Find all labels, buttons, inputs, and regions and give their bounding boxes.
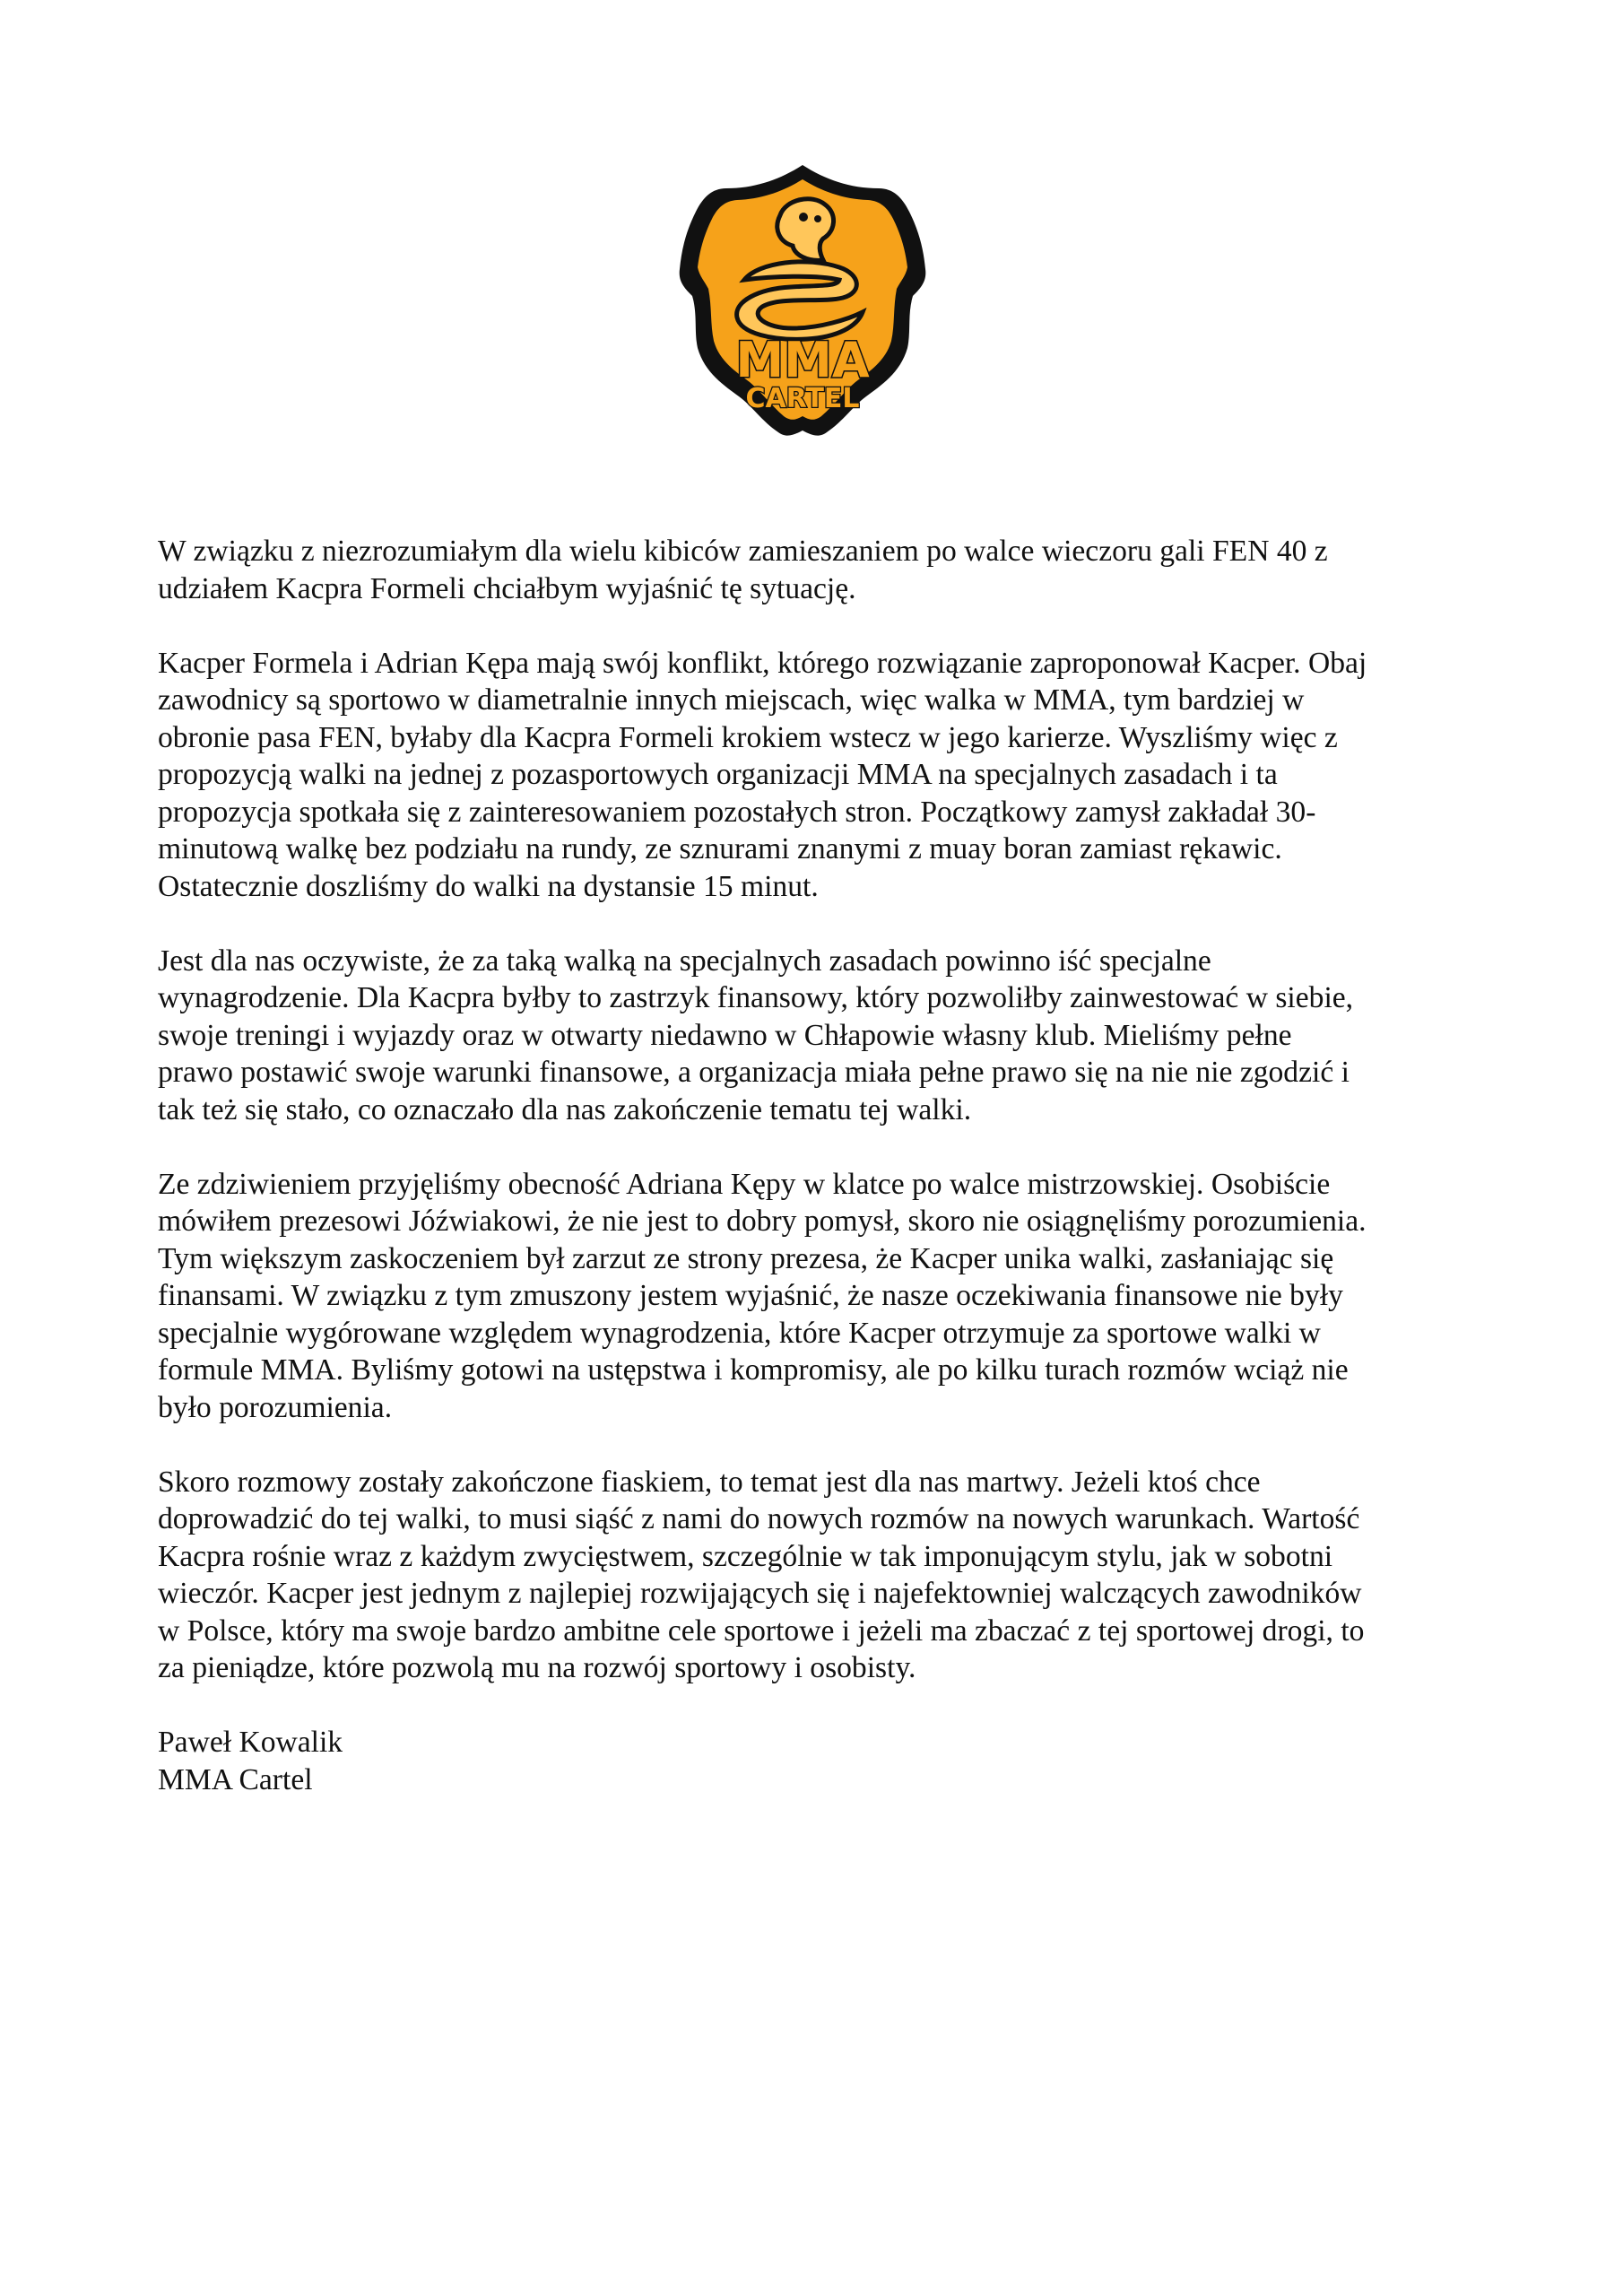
mma-cartel-logo <box>673 161 933 439</box>
text-line: obronie pasa FEN, byłaby dla Kacpra Formeli krokiem wstecz w jego karierze. Wyszliśmy więc z <box>158 720 1338 754</box>
text-line: tak też się stało, co oznaczało dla nas zakończenie tematu tej walki. <box>158 1092 972 1126</box>
text-line: mówiłem prezesowi Jóźwiakowi, że nie jest to dobry pomysł, skoro nie osiągnęliśmy porozumienia. <box>158 1205 1367 1238</box>
text-line: za pieniądze, które pozwolą mu na rozwój sportowy i osobisty. <box>158 1651 916 1684</box>
text-line: swoje treningi i wyjazdy oraz w otwarty niedawno w Chłapowie własny klub. Mieliśmy pełne <box>158 1018 1292 1052</box>
text-line: finansami. W związku z tym zmuszony jestem wyjaśnić, że nasze oczekiwania finansowe nie były <box>158 1279 1343 1312</box>
text-line: Ostatecznie doszliśmy do walki na dystansie 15 minut. <box>158 869 819 903</box>
text-line: specjalnie wygórowane względem wynagrodzenia, które Kacper otrzymuje za sportowe walki w <box>158 1316 1321 1350</box>
text-line: Jest dla nas oczywiste, że za taką walką na specjalnych zasadach powinno iść specjalne <box>158 944 1211 978</box>
text-line: wieczór. Kacper jest jednym z najlepiej rozwijających się i najefektowniej walczących zawodników <box>158 1577 1362 1610</box>
logo-snake-eye-icon <box>799 213 808 222</box>
text-line: udziałem Kacpra Formeli chciałbym wyjaśnić tę sytuację. <box>158 571 856 605</box>
paragraph-2 <box>158 645 1485 906</box>
text-line: Kacper Formela i Adrian Kępa mają swój konflikt, którego rozwiązanie zaproponował Kacper. Obaj <box>158 646 1367 680</box>
signature-name: Paweł Kowalik <box>158 1726 343 1759</box>
text-line: zawodnicy są sportowo w diametralnie innych miejscach, więc walka w MMA, tym bardziej w <box>158 683 1305 717</box>
text-line: minutową walkę bez podziału na rundy, ze sznurami znanymi z muay boran zamiast rękawic. <box>158 832 1282 865</box>
signature-organization: MMA Cartel <box>158 1762 313 1796</box>
text-line: w Polsce, który ma swoje bardzo ambitne cele sportowe i jeżeli ma zbaczać z tej sportowej drogi, to <box>158 1613 1365 1648</box>
logo-text-mma: MMA <box>735 332 870 388</box>
text-line: formule MMA. Byliśmy gotowi na ustępstwa i kompromisy, ale po kilku turach rozmów wciąż nie <box>158 1353 1349 1387</box>
text-line: doprowadzić do tej walki, to musi siąść z nami do nowych rozmów na nowych warunkach. Wartość <box>158 1502 1360 1535</box>
text-line: Skoro rozmowy zostały zakończone fiaskiem, to temat jest dla nas martwy. Jeżeli ktoś chce <box>158 1465 1261 1499</box>
paragraph-1 <box>158 533 1485 607</box>
text-line: W związku z niezrozumiałym dla wielu kibiców zamieszaniem po walce wieczoru gali FEN 40 z <box>158 535 1328 568</box>
text-line: propozycja spotkała się z zainteresowaniem pozostałych stron. Początkowy zamysł zakładał 30- <box>158 795 1316 829</box>
text-line: prawo postawić swoje warunki finansowe, a organizacja miała pełne prawo się na nie nie zgodzić i <box>158 1056 1350 1089</box>
text-line: propozycją walki na jednej z pozasportowych organizacji MMA na specjalnych zasadach i ta <box>158 758 1278 791</box>
text-line: było porozumienia. <box>158 1390 393 1424</box>
paragraph-3 <box>158 943 1485 1129</box>
text-line: wynagrodzenie. Dla Kacpra byłby to zastrzyk finansowy, który pozwoliłby zainwestować w siebie, <box>158 981 1354 1014</box>
text-line: Tym większym zaskoczeniem był zarzut ze strony prezesa, że Kacper unika walki, zasłaniając się <box>158 1241 1334 1275</box>
signature-block <box>158 1724 1485 1798</box>
paragraph-5 <box>158 1464 1485 1687</box>
text-line: Kacpra rośnie wraz z każdym zwycięstwem, szczególnie w tak imponującym stylu, jak w sobotni <box>158 1539 1333 1573</box>
logo-snake-eye-icon <box>814 215 821 222</box>
text-line: Ze zdziwieniem przyjęliśmy obecność Adriana Kępy w klatce po walce mistrzowskiej. Osobiście <box>158 1167 1331 1201</box>
letter-body <box>158 533 1485 1798</box>
logo-text-cartel: CARTEL <box>745 383 860 414</box>
paragraph-4 <box>158 1166 1485 1427</box>
